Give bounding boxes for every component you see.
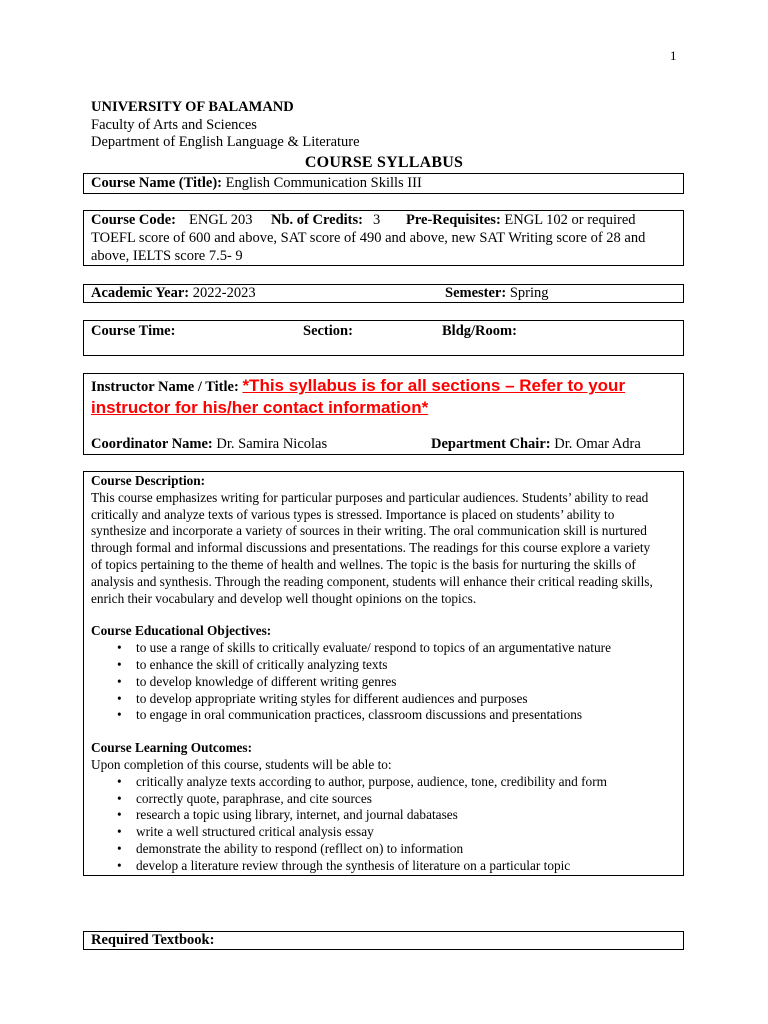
instructor-notice-1: *This syllabus is for all sections – Refer to your [242,376,626,395]
bldg-room-label: Bldg/Room: [442,323,517,339]
credits-value: 3 [373,212,381,228]
university-name: UNIVERSITY OF BALAMAND [91,99,294,115]
objective-item: • to develop appropriate writing styles for different audiences and purposes [91,691,683,708]
academic-year-line [91,285,256,302]
prereq-value: ENGL 102 or required [500,212,636,228]
course-name-box [83,173,684,194]
chair-label: Department Chair: [431,436,551,452]
coordinator-value: Dr. Samira Nicolas [212,436,328,452]
section-label: Section: [303,323,353,339]
outcome-item: • write a well structured critical analysis essay [91,824,683,841]
course-name-value: English Communication Skills III [222,175,422,191]
outcome-item: • research a topic using library, internet, and journal dabatases [91,807,683,824]
objectives-list [91,640,683,724]
course-time-box [83,320,684,356]
outcomes-list [91,774,683,875]
chair-value: Dr. Omar Adra [550,436,641,452]
academic-year-label: Academic Year: [91,285,190,301]
description-line: synthesize and incorporate a variety of sources in their writing. The oral communication skill is nurtured [91,523,647,539]
description-line: enrich their vocabulary and develop well thought opinions on the topics. [91,590,477,606]
coordinator-line [91,436,327,453]
description-text [91,490,683,608]
outcomes-intro: Upon completion of this course, students will be able to: [91,756,392,772]
textbook-label: Required Textbook: [91,932,215,948]
outcome-item: • critically analyze texts according to author, purpose, audience, tone, credibility and form [91,774,683,791]
credits-label: Nb. of Credits: [271,212,363,228]
academic-year-value: 2022-2023 [189,285,256,301]
document-header [91,99,360,152]
page-title: COURSE SYLLABUS [304,154,464,171]
objective-item: • to enhance the skill of critically analyzing texts [91,657,683,674]
description-line: analysis and synthesis. Through the reading component, students will enhance their critical reading skills, [91,573,653,589]
department-name: Department of English Language & Literature [91,134,360,150]
semester-line [445,285,548,302]
description-line: of topics pertaining to the theme of health and wellnes. The topic is the basis for nurturing the skills of [91,556,636,572]
instructor-box [83,373,684,455]
outcome-item: • correctly quote, paraphrase, and cite sources [91,791,683,808]
prereq-line [406,212,636,229]
chair-line [431,436,641,453]
academic-year-box [83,284,684,303]
course-code-value: ENGL 203 [189,212,253,228]
instructor-label: Instructor Name / Title: [91,379,243,395]
instructor-line [91,377,625,396]
description-line: through formal and informal discussions and presentations. The readings for this course explore a variety [91,540,651,556]
objective-item: • to develop knowledge of different writing genres [91,674,683,691]
course-time-label: Course Time: [91,323,176,339]
prereq-label: Pre-Requisites: [406,212,501,228]
course-name-label: Course Name (Title): [91,175,223,191]
description-line: critically and analyze texts of various types is stressed. Importance is placed on students’ ability to [91,506,615,522]
textbook-box [83,931,684,950]
faculty-name: Faculty of Arts and Sciences [91,116,257,133]
instructor-notice-2: instructor for his/her contact information* [91,398,429,417]
objectives-heading: Course Educational Objectives: [91,623,272,639]
course-code-box [83,210,684,266]
description-line: This course emphasizes writing for particular purposes and particular audiences. Students’ ability to read [91,489,649,505]
objective-item: • to engage in oral communication practices, classroom discussions and presentations [91,707,683,724]
prereq-line-3: above, IELTS score 7.5- 9 [91,248,243,264]
outcomes-heading: Course Learning Outcomes: [91,740,253,756]
description-heading: Course Description: [91,473,206,488]
outcome-item: • develop a literature review through the synthesis of literature on a particular topic [91,858,683,875]
outcome-item: • demonstrate the ability to respond (refllect on) to information [91,841,683,858]
semester-value: Spring [506,285,549,301]
course-details-box [83,471,684,876]
objective-item: • to use a range of skills to critically evaluate/ respond to topics of an argumentative nature [91,640,683,657]
semester-label: Semester: [445,285,507,301]
prereq-line-2: TOEFL score of 600 and above, SAT score of 490 and above, new SAT Writing score of 28 and [91,230,646,246]
course-name-line [91,175,422,192]
page-number: 1 [670,48,677,63]
coordinator-label: Coordinator Name: [91,436,213,452]
course-code-label: Course Code: [91,212,176,228]
